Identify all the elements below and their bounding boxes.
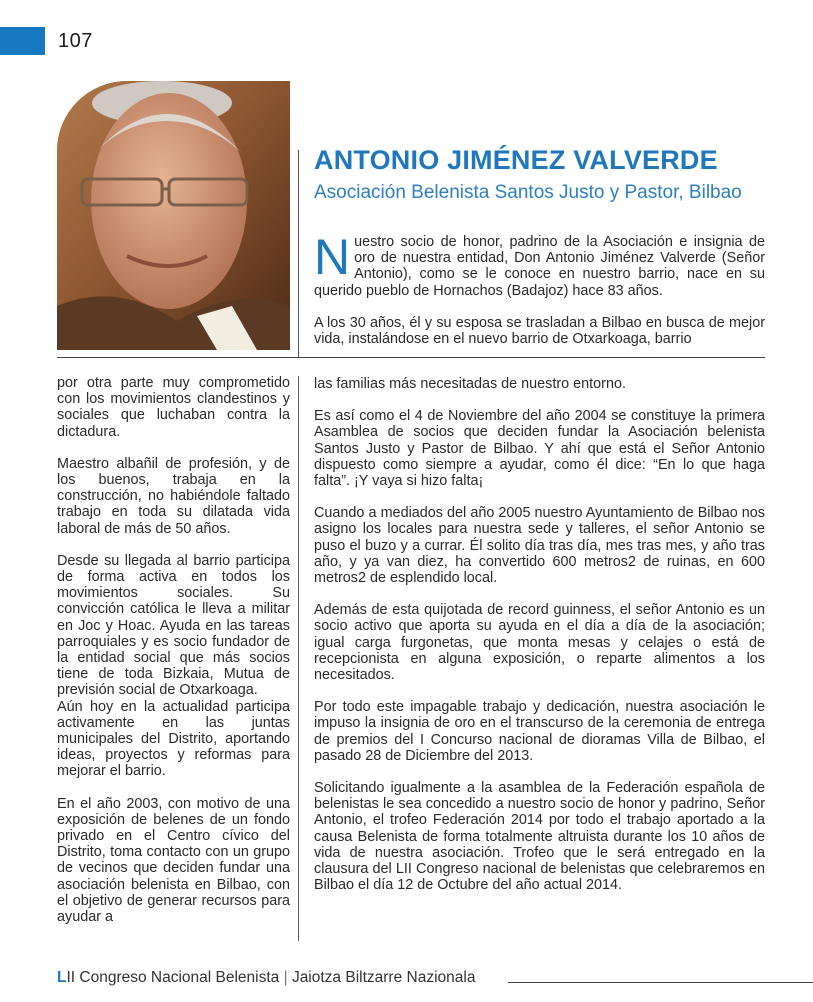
left-column — [57, 375, 290, 941]
footer-basque-name: Jaiotza Biltzarre Nazionala — [291, 969, 476, 986]
section-divider — [57, 357, 765, 358]
right-paragraph: las familias más necesitadas de nuestro entorno. — [314, 376, 626, 392]
intro-paragraph-1: uestro socio de honor, padrino de la Asociación e insignia de oro de nuestra entidad, Don Antonio Jiménez Valverde (Señor Antonio), como se le conoce en nuestro barrio, nace en su querido pueblo de Hornachos (Badajoz) hace 83 años. — [314, 234, 765, 299]
right-paragraph: Cuando a mediados del año 2005 nuestro Ayuntamiento de Bilbao nos asigno los locales para nuestra sede y talleres, el señor Antonio se puso el buzo y a currar. Él solito día tras día, mes tras mes, y año tras año, y ya van diez, ha convertido 600 metros2 de ruinas, en 600 metros2 de esplendido local. — [314, 505, 765, 587]
left-paragraph: Desde su llegada al barrio participa de forma activa en todos los movimientos sociales. Su convicción católica le lleva a militar en Joc y Hoac. Ayuda en las tareas parroquiales y es socio fundador de la entidad social que más socios tiene de toda Bizkaia, Mutua de previsión social de Otxarkoaga. — [57, 552, 290, 699]
footer-lead-letter: L — [57, 969, 67, 986]
left-paragraph: En el año 2003, con motivo de una exposición de belenes de un fondo privado en el Centro cívico del Distrito, toma contacto con un grupo de vecinos que deciden fundar una asociación belenista en Bilbao, con el objetivo de generar recursos para ayudar a — [57, 795, 290, 926]
intro-text — [314, 234, 765, 354]
article-subtitle: Asociación Belenista Santos Justo y Pastor, Bilbao — [314, 182, 742, 203]
right-paragraph: Es así como el 4 de Noviembre del año 2004 se constituye la primera Asamblea de socios que deciden fundar la Asociación belenista Santos Justo y Pastor de Bilbao. Y ahí que está el Señor Antonio dispuesto como siempre a ayudar, como él dice: “En lo que haga falta”. ¡Y vaya si hizo falta¡ — [314, 408, 765, 490]
right-paragraph: Solicitando igualmente a la asamblea de la Federación española de belenistas le sea concedido a nuestro socio de honor y padrino, Señor Antonio, el trofeo Federación 2014 por todo el trabajo aportado a la causa Belenista de forma totalmente altruista durante los 10 años de vida de nuestra asociación. Trofeo que le será entregado en la clausura del LII Congreso nacional de belenistas que celebraremos en Bilbao el día 12 de Octubre del año actual 2014. — [314, 780, 765, 894]
column-divider-bottom — [298, 376, 299, 941]
footer-rule — [508, 982, 813, 983]
right-paragraph: Por todo este impagable trabajo y dedicación, nuestra asociación le impuso la insignia de oro en el transcurso de la ceremonia de entrega de premios del I Concurso nacional de dioramas Villa de Bilbao, el pasado 28 de Diciembre del 2013. — [314, 699, 765, 764]
page-tab-marker — [0, 27, 45, 55]
right-column — [314, 376, 765, 916]
footer-separator: | — [279, 969, 292, 986]
portrait-photo — [57, 81, 290, 350]
right-paragraph: Además de esta quijotada de record guinness, el señor Antonio es un socio activo que aporta su ayuda en el día a día de la asociación; igual carga furgonetas, que monta mesas y celajes o está de recepcionista en alguna exposición, o reparte alimentos a los necesitados. — [314, 602, 765, 684]
left-paragraph: por otra parte muy comprometido con los movimientos clandestinos y sociales que luchaban contra la dictadura. — [57, 375, 290, 440]
footer-title — [57, 969, 475, 987]
page-number: 107 — [58, 30, 93, 52]
drop-cap: N — [314, 234, 351, 285]
column-divider-top — [298, 150, 299, 357]
footer-congress-name: II Congreso Nacional Belenista — [66, 969, 280, 986]
article-title: ANTONIO JIMÉNEZ VALVERDE — [314, 145, 718, 175]
intro-paragraph-2: A los 30 años, él y su esposa se trasladan a Bilbao en busca de mejor vida, instalándose en el nuevo barrio de Otxarkoaga, barrio — [314, 314, 765, 348]
left-paragraph: Aún hoy en la actualidad participa activamente en las juntas municipales del Distrito, aportando ideas, proyectos y reformas para mejorar el barrio. — [57, 698, 290, 780]
left-paragraph: Maestro albañil de profesión, y de los buenos, trabaja en la construcción, no habiéndole faltado trabajo en toda su dilatada vida laboral de más de 50 años. — [57, 455, 290, 537]
